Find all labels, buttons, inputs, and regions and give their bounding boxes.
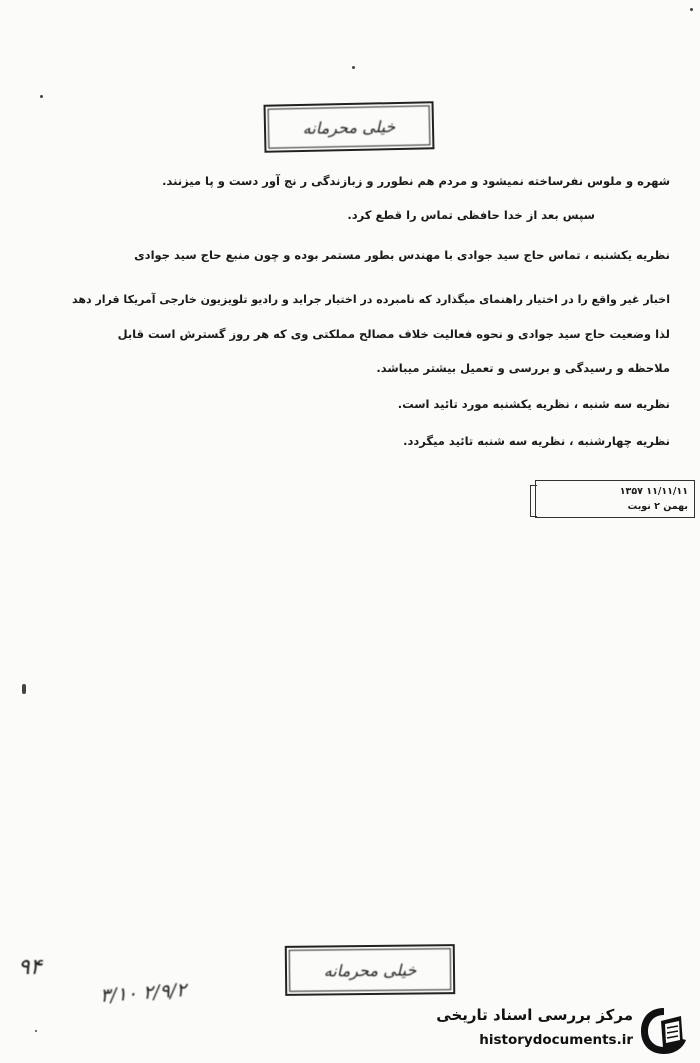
box-line-1: ۱۱/۱۱/۱۱ ۱۳۵۷ [619, 486, 688, 497]
bottom-stamp-text: خیلی محرمانه [289, 948, 451, 992]
body-line-7: نظریه سه شنبه ، نظریه یکشنبه مورد تائید است. [397, 397, 670, 411]
speck [352, 66, 355, 69]
top-classification-stamp [264, 101, 435, 153]
body-line-3: نظریه یکشنبه ، تماس حاج سید جوادی با مهندس بطور مستمر بوده و چون منبع حاج سید جوادی [134, 248, 670, 262]
top-stamp-text: خیلی محرمانه [268, 105, 431, 148]
archive-watermark [420, 1000, 695, 1060]
speck [35, 1030, 37, 1032]
body-line-4: اخبار غیر واقع را در اختیار راهنمای میگذارد که نامبرده در اختیار جراید و رادیو تلویزیون خارجی آمریکا قرار دهد [72, 293, 670, 306]
body-line-6: ملاحظه و رسیدگی و بررسی و تعمیل بیشتر میباشد. [376, 361, 670, 375]
handwritten-signature: ۳/۱۰ ۲/۹/۲ [99, 979, 188, 1007]
body-line-8: نظریه چهارشنبه ، نظریه سه شنبه تائید میگردد. [403, 434, 670, 448]
speck [690, 8, 693, 11]
archive-name: مرکز بررسی اسناد تاریخی [436, 1006, 633, 1024]
body-line-2: سپس بعد از خدا حافظی تماس را قطع کرد. [347, 208, 595, 222]
bottom-classification-stamp [285, 944, 456, 996]
margin-page-number: ۹۴ [18, 955, 42, 980]
speck [22, 684, 26, 694]
body-line-1: شهره و ملوس نفرساخته نمیشود و مردم هم نطورر و زبازندگی ر نج آور دست و پا میزنند. [162, 174, 670, 188]
body-line-5: لذا وضعیت حاج سید جوادی و نحوه فعالیت خلاف مصالح مملکتی وی که هر روز گسترش است قابل [117, 327, 670, 341]
box-line-2: بهمن ۲ نوبت [627, 501, 688, 512]
speck [40, 95, 43, 98]
archive-url: historydocuments.ir [479, 1032, 633, 1048]
date-registration-box [535, 480, 695, 518]
archive-emblem-icon [637, 1004, 691, 1058]
